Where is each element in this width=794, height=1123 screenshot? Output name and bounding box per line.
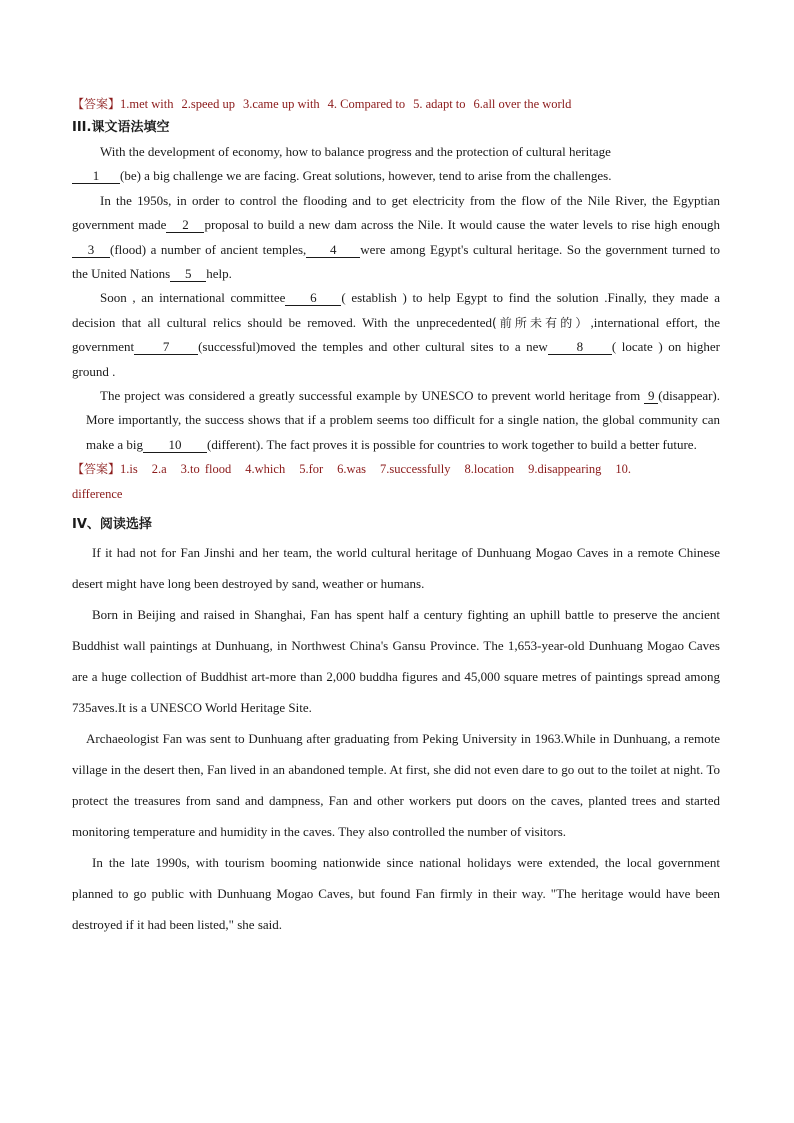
answer-item: 4. Compared to <box>327 97 406 111</box>
blank-3[interactable]: 3 <box>72 242 110 258</box>
answer-item: 5. adapt to <box>413 97 466 111</box>
blank-8[interactable]: 8 <box>548 339 612 355</box>
text-segment: In the 1950s, in order to control the flooding and to get electricity from the flow of the Nile River, the Egyptian government made <box>72 192 720 233</box>
answer-item: 6.was <box>337 462 366 477</box>
document-page <box>72 92 720 940</box>
answer-item: 1.is <box>120 462 138 477</box>
answer-item: 8.location <box>464 462 515 477</box>
grammar-paragraph-1 <box>72 140 720 164</box>
blank-1[interactable]: 1 <box>72 168 120 184</box>
text-segment: With the development of economy, how to balance progress and the protection of cultural heritage <box>100 144 611 159</box>
answer-item: 7.successfully <box>380 462 451 477</box>
answer-item: 10. <box>615 462 631 477</box>
section-3-title: III.课文语法填空 <box>72 120 170 135</box>
blank-4[interactable]: 4 <box>306 242 360 258</box>
answer-item: 2.speed up <box>181 97 235 111</box>
reading-paragraph-2: Born in Beijing and raised in Shanghai, Fan has spent half a century fighting an uphill battle to preserve the ancient Buddhist wall paintings at Dunhuang, in Northwest China's Gansu Province. The 1,653-year-old Dunhuang Mogao Caves are a huge collection of Buddhist art-more than 2,000 buddha figures and 45,000 square metres of paintings spread among 735aves.It is a UNESCO World Heritage Site. <box>72 607 720 716</box>
section-4-title: IV、阅读选择 <box>72 517 152 533</box>
text-segment: (disappear). More importantly, the success shows that if a problem seems too difficult for a single nation, the global community can make a big <box>86 388 721 452</box>
answer-tag: 【答案】 <box>72 97 121 111</box>
grammar-paragraph-3 <box>72 286 720 384</box>
text-segment: ,international effort, the government <box>72 314 720 355</box>
text-segment: (different). The fact proves it is possible for countries to work together to build a better future. <box>207 436 697 452</box>
blank-9[interactable]: 9 <box>644 388 658 404</box>
answer-item: 3.came up with <box>242 97 320 111</box>
reading-paragraph-4: In the late 1990s, with tourism booming nationwide since national holidays were extended, the local government planned to go public with Dunhuang Mogao Caves, but found Fan firmly in their way. "The heritage would have been destroyed if it had been listed," she said. <box>72 855 720 933</box>
answer-item: 9.disappearing <box>528 462 602 477</box>
answer-item: difference <box>72 487 123 502</box>
text-segment: (flood) a number of ancient temples, <box>110 241 307 257</box>
answer-item: 5.for <box>299 462 324 477</box>
answer-item: 3.to flood <box>180 462 232 477</box>
text-segment: were among Egypt's cultural heritage. So the government turned to the United Nations <box>72 241 720 282</box>
chinese-gloss: (前所未有的） <box>491 315 591 330</box>
text-segment: (successful)moved the temples and other cultural sites to a new <box>198 339 548 355</box>
answer-item: 2.a <box>151 462 167 477</box>
blank-5[interactable]: 5 <box>170 266 206 282</box>
blank-7[interactable]: 7 <box>134 339 198 355</box>
text-segment: (be) a big challenge we are facing. Great solutions, however, tend to arise from the challenges. <box>120 168 612 184</box>
text-segment: The project was considered a greatly successful example by UNESCO to prevent world heritage from <box>100 388 641 404</box>
text-segment: proposal to build a new dam across the Nile. It would cause the water levels to rise high enough <box>204 217 720 233</box>
grammar-paragraph-1-cont <box>72 164 720 188</box>
grammar-paragraph-4 <box>72 384 720 457</box>
answer-item: 6.all over the world <box>473 97 572 111</box>
text-segment: Soon , an international committee <box>100 290 286 306</box>
answer-tag: 【答案】 <box>72 462 121 477</box>
blank-6[interactable]: 6 <box>285 290 341 306</box>
vocab-answer-line <box>72 92 720 116</box>
answer-item: 1.met with <box>120 97 174 111</box>
grammar-paragraph-2 <box>72 189 720 287</box>
grammar-answer-line <box>72 457 720 507</box>
text-segment: ( establish ) to help Egypt to find the solution .Finally, they made a decision that all cultural relics should be removed. With the unprecedented <box>72 290 720 330</box>
text-segment: help. <box>206 266 232 282</box>
text-segment: ( locate ) on higher ground . <box>72 339 721 379</box>
reading-paragraph-1: If it had not for Fan Jinshi and her team, the world cultural heritage of Dunhuang Mogao Caves in a remote Chinese desert might have long been destroyed by sand, weather or humans. <box>72 545 720 592</box>
blank-10[interactable]: 10 <box>143 437 207 453</box>
answer-item: 4.which <box>245 462 286 477</box>
blank-2[interactable]: 2 <box>166 217 204 233</box>
reading-paragraph-3: Archaeologist Fan was sent to Dunhuang after graduating from Peking University in 1963.While in Dunhuang, a remote village in the desert then, Fan lived in an abandoned temple. At first, she did not even dare to go out to the toilet at night. To protect the treasures from sand and dampness, Fan and other workers put doors on the caves, planted trees and started monitoring temperature and humidity in the caves. They also controlled the number of visitors. <box>72 731 720 840</box>
